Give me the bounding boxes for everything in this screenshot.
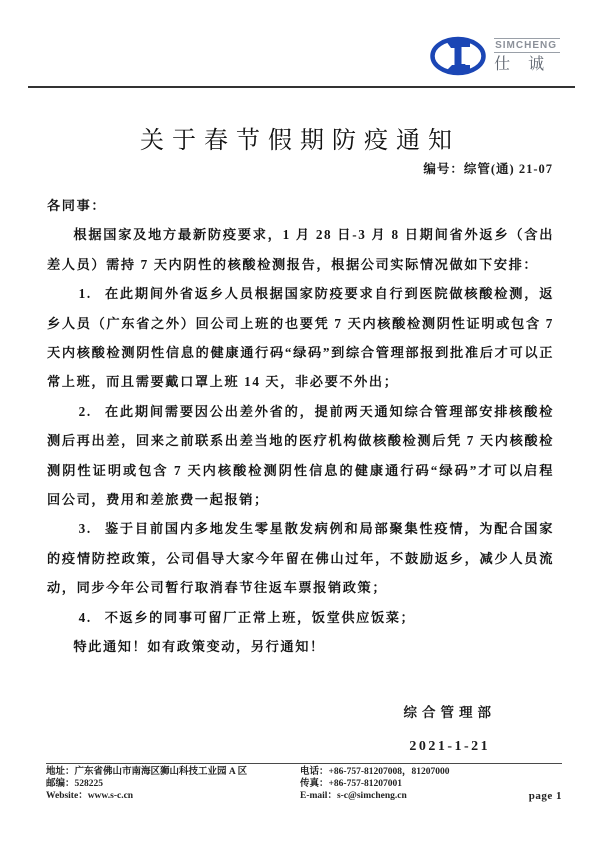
- notice-item-3: [47, 514, 554, 602]
- signature-block: [404, 701, 497, 755]
- closing-line: 特此通知！如有政策变动，另行通知！: [73, 639, 325, 655]
- notice-item-2: [47, 397, 554, 515]
- header-divider: [28, 86, 575, 88]
- page-number: page 1: [528, 789, 562, 802]
- item-text: 不返乡的同事可留厂正常上班，饭堂供应饭菜；: [104, 609, 416, 625]
- notice-body: [47, 191, 554, 662]
- brand-text: [494, 38, 560, 74]
- doc-number: 编号：综管(通) 21-07: [423, 162, 553, 176]
- footer-postcode: 邮编：528225: [46, 778, 104, 789]
- signature-date: 2021-1-21: [409, 739, 491, 754]
- item-number: 2.: [78, 403, 92, 419]
- letterhead-footer: [46, 763, 562, 802]
- item-text: 在此期间外省返乡人员根据国家防疫要求自行到医院做核酸检测，返乡人员（广东省之外）回公司上班的也要凭 7 天内核酸检测阴性证明或包含 7 天内核酸检测阴性信息的健康通行码“绿码”到综合管理部报到批准后才可以正常上班，而且需要戴口罩上班 14 天，非必要不外出；: [47, 286, 554, 390]
- company-logo: [429, 33, 560, 79]
- item-number: 3.: [78, 521, 92, 537]
- brand-name-chinese: 仕 诚: [494, 56, 552, 73]
- item-number: 4.: [78, 609, 92, 625]
- footer-phone: 电话：+86-757-81207008，81207000: [300, 767, 450, 777]
- footer-fax: 传真：+86-757-81207001: [300, 778, 402, 789]
- item-number: 1.: [78, 286, 92, 302]
- intro-paragraph: 根据国家及地方最新防疫要求，1 月 28 日-3 月 8 日期间省外返乡（含出差人员）需持 7 天内阴性的核酸检测报告，根据公司实际情况做如下安排：: [47, 227, 554, 272]
- item-text: 鉴于目前国内多地发生零星散发病例和局部聚集性疫情，为配合国家的疫情防控政策，公司倡导大家今年留在佛山过年，不鼓励返乡，减少人员流动，同步今年公司暂行取消春节往返车票报销政策；: [47, 521, 554, 596]
- salutation: 各同事：: [47, 198, 107, 213]
- footer-address: 地址：广东省佛山市南海区狮山科技工业园 A 区: [46, 767, 248, 777]
- footer-website: Website：www.s-c.cn: [46, 790, 134, 801]
- brand-name-english: SIMCHENG: [494, 38, 560, 53]
- footer-email: E-mail：s-c@simcheng.cn: [300, 790, 407, 801]
- notice-item-4: [47, 603, 554, 632]
- signature-department: 综合管理部: [403, 705, 496, 720]
- notice-item-1: [47, 279, 554, 397]
- footer-middle-column: [300, 767, 506, 802]
- item-text: 在此期间需要因公出差外省的，提前两天通知综合管理部安排核酸检测后再出差，回来之前联系出差当地的医疗机构做核酸检测后凭 7 天内核酸检测阴性证明或包含 7 天内核酸检测阴性信息的健康通行码“绿码”才可以启程回公司，费用和差旅费一起报销；: [47, 403, 554, 508]
- footer-left-column: [46, 767, 300, 802]
- simcheng-logo-icon: [429, 33, 487, 79]
- page-title: 关于春节假期防疫通知: [140, 128, 460, 154]
